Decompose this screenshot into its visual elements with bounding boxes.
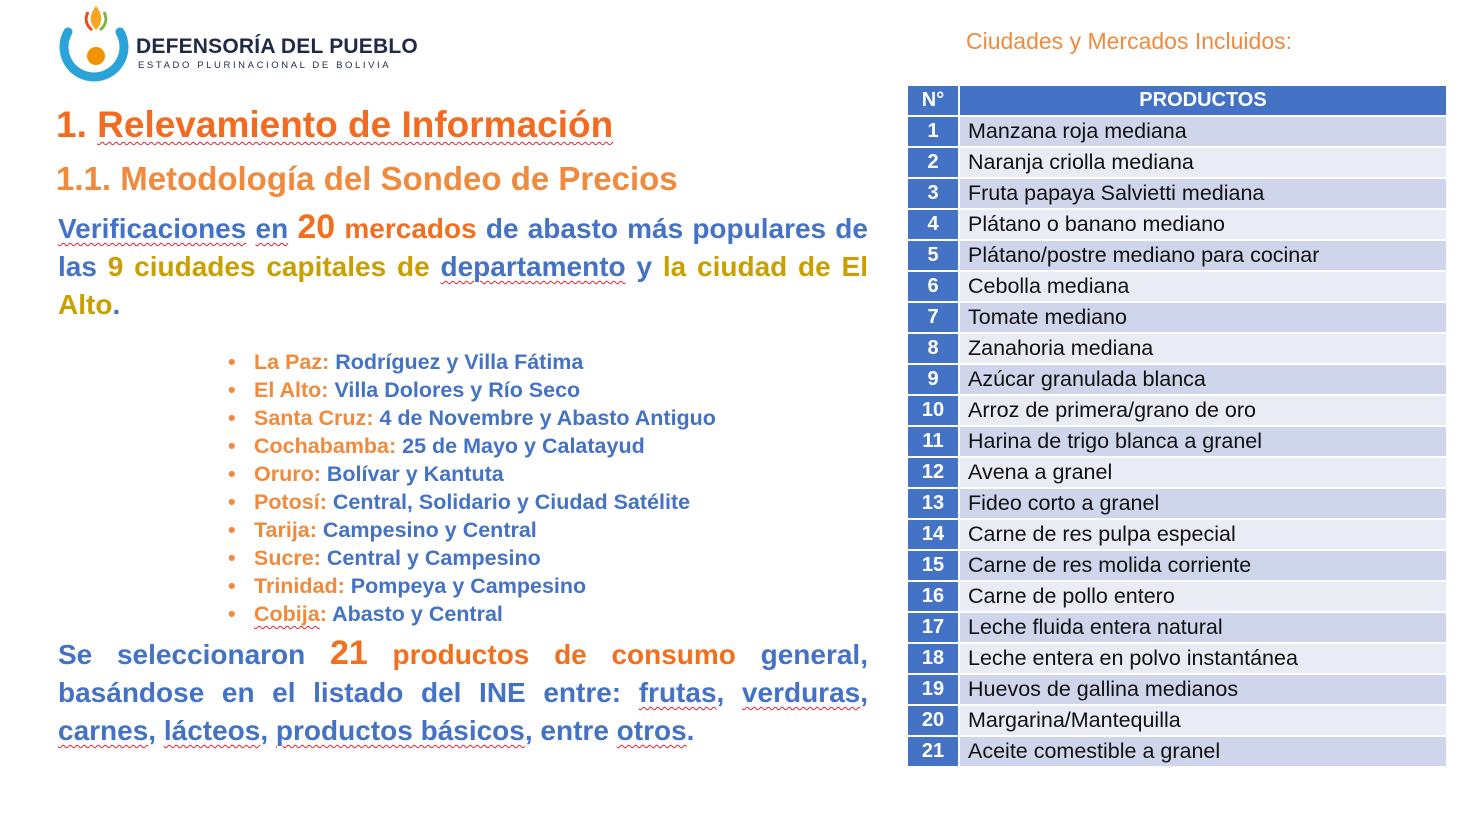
table-row xyxy=(907,488,1447,519)
list-item: • Cobija: Abasto y Central xyxy=(228,602,503,626)
city-name: Trinidad xyxy=(254,574,338,598)
col-header-products: PRODUCTOS xyxy=(959,85,1447,116)
list-item: • Potosí: Central, Solidario y Ciudad Satélite xyxy=(228,490,691,514)
list-item: • La Paz: Rodríguez y Villa Fátima xyxy=(228,350,584,374)
product-name: Leche entera en polvo instantánea xyxy=(959,643,1447,674)
list-item: • Oruro: Bolívar y Kantuta xyxy=(228,462,504,486)
product-name: Carne de res molida corriente xyxy=(959,550,1447,581)
para2-lacteos: lácteos xyxy=(163,715,261,746)
table-row xyxy=(907,178,1447,209)
city-name: Cobija xyxy=(254,602,320,626)
table-row xyxy=(907,519,1447,550)
table-row xyxy=(907,581,1447,612)
product-number: 4 xyxy=(907,209,959,240)
para1-text-g: y xyxy=(636,251,653,282)
markets-count: 20 xyxy=(297,208,336,246)
para1-el-alto: la ciudad de El Alto xyxy=(58,251,868,320)
table-row xyxy=(907,736,1447,767)
list-item: • Cochabamba: 25 de Mayo y Calatayud xyxy=(228,434,645,458)
list-item: • Tarija: Campesino y Central xyxy=(228,518,537,542)
section-heading xyxy=(56,104,613,146)
logo-name: DEFENSORÍA DEL PUEBLO xyxy=(136,35,418,58)
product-number: 16 xyxy=(907,581,959,612)
para2-text-a: Se seleccionaron xyxy=(58,639,306,670)
table-row xyxy=(907,674,1447,705)
section-number: 1. xyxy=(56,104,87,145)
product-name: Avena a granel xyxy=(959,457,1447,488)
product-name: Huevos de gallina medianos xyxy=(959,674,1447,705)
para1-cities-text: ciudades capitales de xyxy=(134,251,430,282)
product-name: Harina de trigo blanca a granel xyxy=(959,426,1447,457)
table-header-row xyxy=(907,85,1447,116)
product-number: 12 xyxy=(907,457,959,488)
cities-list xyxy=(228,348,716,628)
product-number: 11 xyxy=(907,426,959,457)
table-row xyxy=(907,333,1447,364)
city-markets: Rodríguez y Villa Fátima xyxy=(335,350,584,374)
product-name: Manzana roja mediana xyxy=(959,116,1447,147)
product-name: Cebolla mediana xyxy=(959,271,1447,302)
city-markets: Central y Campesino xyxy=(326,546,541,570)
product-name: Plátano/postre mediano para cocinar xyxy=(959,240,1447,271)
table-row xyxy=(907,147,1447,178)
city-markets: Central, Solidario y Ciudad Satélite xyxy=(332,490,691,514)
products-table-body xyxy=(907,116,1447,767)
product-number: 9 xyxy=(907,364,959,395)
product-name: Zanahoria mediana xyxy=(959,333,1447,364)
product-name: Naranja criolla mediana xyxy=(959,147,1447,178)
product-number: 8 xyxy=(907,333,959,364)
product-number: 10 xyxy=(907,395,959,426)
product-number: 14 xyxy=(907,519,959,550)
para2-text-c: general, basándose en el listado del INE entre: xyxy=(58,639,868,708)
product-number: 17 xyxy=(907,612,959,643)
para2-otros: otros xyxy=(616,715,687,746)
product-name: Margarina/Mantequilla xyxy=(959,705,1447,736)
product-number: 1 xyxy=(907,116,959,147)
table-row xyxy=(907,550,1447,581)
table-row xyxy=(907,612,1447,643)
para1-text-a: Verificaciones xyxy=(58,213,247,244)
product-name: Azúcar granulada blanca xyxy=(959,364,1447,395)
markets-paragraph xyxy=(58,208,868,324)
city-name: Tarija xyxy=(254,518,310,542)
table-row xyxy=(907,457,1447,488)
list-item: • Sucre: Central y Campesino xyxy=(228,546,541,570)
product-name: Fideo corto a granel xyxy=(959,488,1447,519)
product-number: 19 xyxy=(907,674,959,705)
city-name: El Alto xyxy=(254,378,322,402)
para2-comma: , xyxy=(860,677,868,708)
para1-markets-word: mercados xyxy=(344,213,477,244)
product-name: Carne de pollo entero xyxy=(959,581,1447,612)
section-title: Relevamiento de Información xyxy=(97,104,614,145)
table-row xyxy=(907,643,1447,674)
city-markets: Bolívar y Kantuta xyxy=(326,462,504,486)
product-number: 6 xyxy=(907,271,959,302)
city-markets: 25 de Mayo y Calatayud xyxy=(402,434,645,458)
table-row xyxy=(907,302,1447,333)
para2-comma: , xyxy=(260,715,269,746)
para2-comma: , xyxy=(148,715,157,746)
para2-productos-basicos: productos básicos xyxy=(275,715,525,746)
product-number: 18 xyxy=(907,643,959,674)
para2-carnes: carnes xyxy=(58,715,149,746)
city-name: Sucre xyxy=(254,546,314,570)
city-name: Santa Cruz xyxy=(254,406,367,430)
table-row xyxy=(907,426,1447,457)
list-item: • El Alto: Villa Dolores y Río Seco xyxy=(228,378,581,402)
table-row xyxy=(907,209,1447,240)
table-row xyxy=(907,705,1447,736)
para2-verduras: verduras xyxy=(741,677,861,708)
para1-period: . xyxy=(112,289,121,320)
product-name: Arroz de primera/grano de oro xyxy=(959,395,1447,426)
product-name: Leche fluida entera natural xyxy=(959,612,1447,643)
city-markets: 4 de Novembre y Abasto Antiguo xyxy=(379,406,716,430)
product-number: 15 xyxy=(907,550,959,581)
para1-text-b: en xyxy=(255,213,289,244)
product-number: 20 xyxy=(907,705,959,736)
para1-text-d: de abasto más populares de las xyxy=(58,213,868,282)
para1-text-f: departamento xyxy=(440,251,626,282)
col-header-number: N° xyxy=(907,85,959,116)
table-row xyxy=(907,240,1447,271)
cities-count: 9 xyxy=(107,251,124,282)
product-number: 2 xyxy=(907,147,959,178)
city-markets: Pompeya y Campesino xyxy=(350,574,587,598)
product-number: 7 xyxy=(907,302,959,333)
product-number: 13 xyxy=(907,488,959,519)
logo-subtitle: ESTADO PLURINACIONAL DE BOLIVIA xyxy=(138,60,392,71)
para2-period: . xyxy=(686,715,695,746)
table-row xyxy=(907,271,1447,302)
defensoria-logo xyxy=(54,2,418,86)
products-count: 21 xyxy=(329,634,368,672)
defensoria-emblem-icon xyxy=(54,2,138,86)
city-name: Potosí xyxy=(254,490,320,514)
product-name: Fruta papaya Salvietti mediana xyxy=(959,178,1447,209)
para2-comma: , xyxy=(716,677,725,708)
product-name: Plátano o banano mediano xyxy=(959,209,1447,240)
right-title: Ciudades y Mercados Incluidos: xyxy=(966,28,1292,54)
product-number: 21 xyxy=(907,736,959,767)
table-row xyxy=(907,395,1447,426)
city-name: La Paz xyxy=(254,350,323,374)
product-name: Tomate mediano xyxy=(959,302,1447,333)
table-row xyxy=(907,116,1447,147)
product-number: 3 xyxy=(907,178,959,209)
products-paragraph xyxy=(58,634,868,750)
city-markets: Abasto y Central xyxy=(332,602,503,626)
city-markets: Villa Dolores y Río Seco xyxy=(334,378,581,402)
city-name: Cochabamba xyxy=(254,434,390,458)
list-item: • Santa Cruz: 4 de Novembre y Abasto Antiguo xyxy=(228,406,716,430)
list-item: • Trinidad: Pompeya y Campesino xyxy=(228,574,587,598)
para2-products-text: productos de consumo xyxy=(392,639,736,670)
city-name: Oruro xyxy=(254,462,314,486)
table-row xyxy=(907,364,1447,395)
city-markets: Campesino y Central xyxy=(322,518,537,542)
para2-frutas: frutas xyxy=(638,677,717,708)
product-number: 5 xyxy=(907,240,959,271)
product-name: Carne de res pulpa especial xyxy=(959,519,1447,550)
product-name: Aceite comestible a granel xyxy=(959,736,1447,767)
para2-text-m: , entre xyxy=(524,715,609,746)
products-table xyxy=(906,84,1448,768)
subsection-heading: 1.1. Metodología del Sondeo de Precios xyxy=(56,160,678,197)
